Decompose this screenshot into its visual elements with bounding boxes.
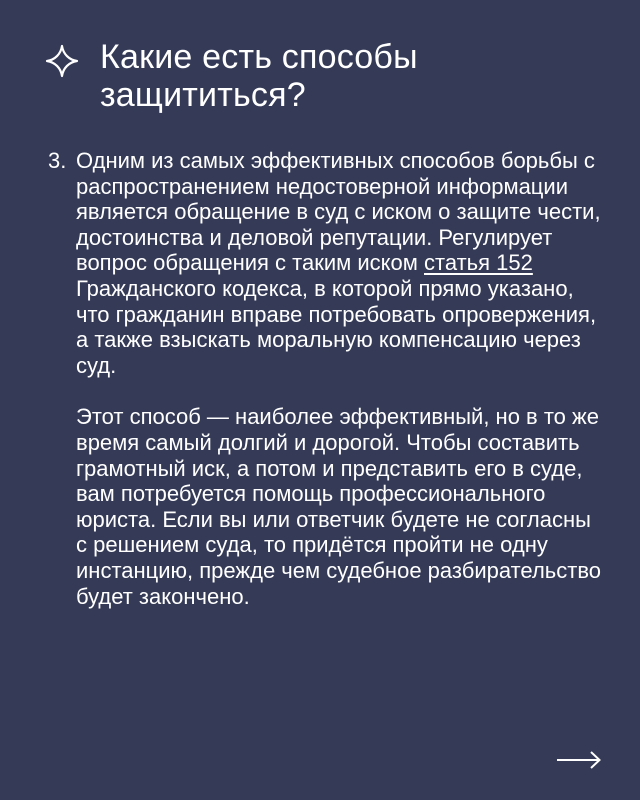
paragraph-effectiveness: Этот способ — наиболее эффективный, но в то же время самый долгий и дорогой. Чтобы составить грамотный иск, а потом и представить его в суде, вам потребуется помощь профессионального юриста. Если вы или ответчик будете не согласны с решением суда, то придётся пройти не одну инстанцию, прежде чем судебное разбирательство будет закончено.	[76, 404, 601, 609]
page-title: Какие есть способы защититься?	[100, 38, 418, 114]
paragraph-text-before-link: Одним из самых эффективных способов борьбы с распространением недостоверной информации является обращение в суд с иском о защите чести, достоинства и деловой репутации. Регулирует вопрос обращения с таким иском	[76, 148, 601, 276]
item-number: 3.	[48, 148, 67, 173]
article-content	[48, 148, 604, 609]
numbered-item	[48, 148, 604, 609]
paragraph-text-after-link: Гражданского кодекса, в которой прямо указано, что гражданин вправе потребовать опровержения, а также взыскать моральную компенсацию через суд.	[76, 275, 597, 378]
arrow-right-icon[interactable]	[556, 750, 602, 770]
article-152-link[interactable]: статья 152	[424, 250, 533, 276]
item-body	[76, 148, 604, 609]
four-point-star-icon	[44, 43, 80, 79]
page-header	[44, 38, 604, 114]
paragraph-court-claim	[76, 148, 604, 378]
